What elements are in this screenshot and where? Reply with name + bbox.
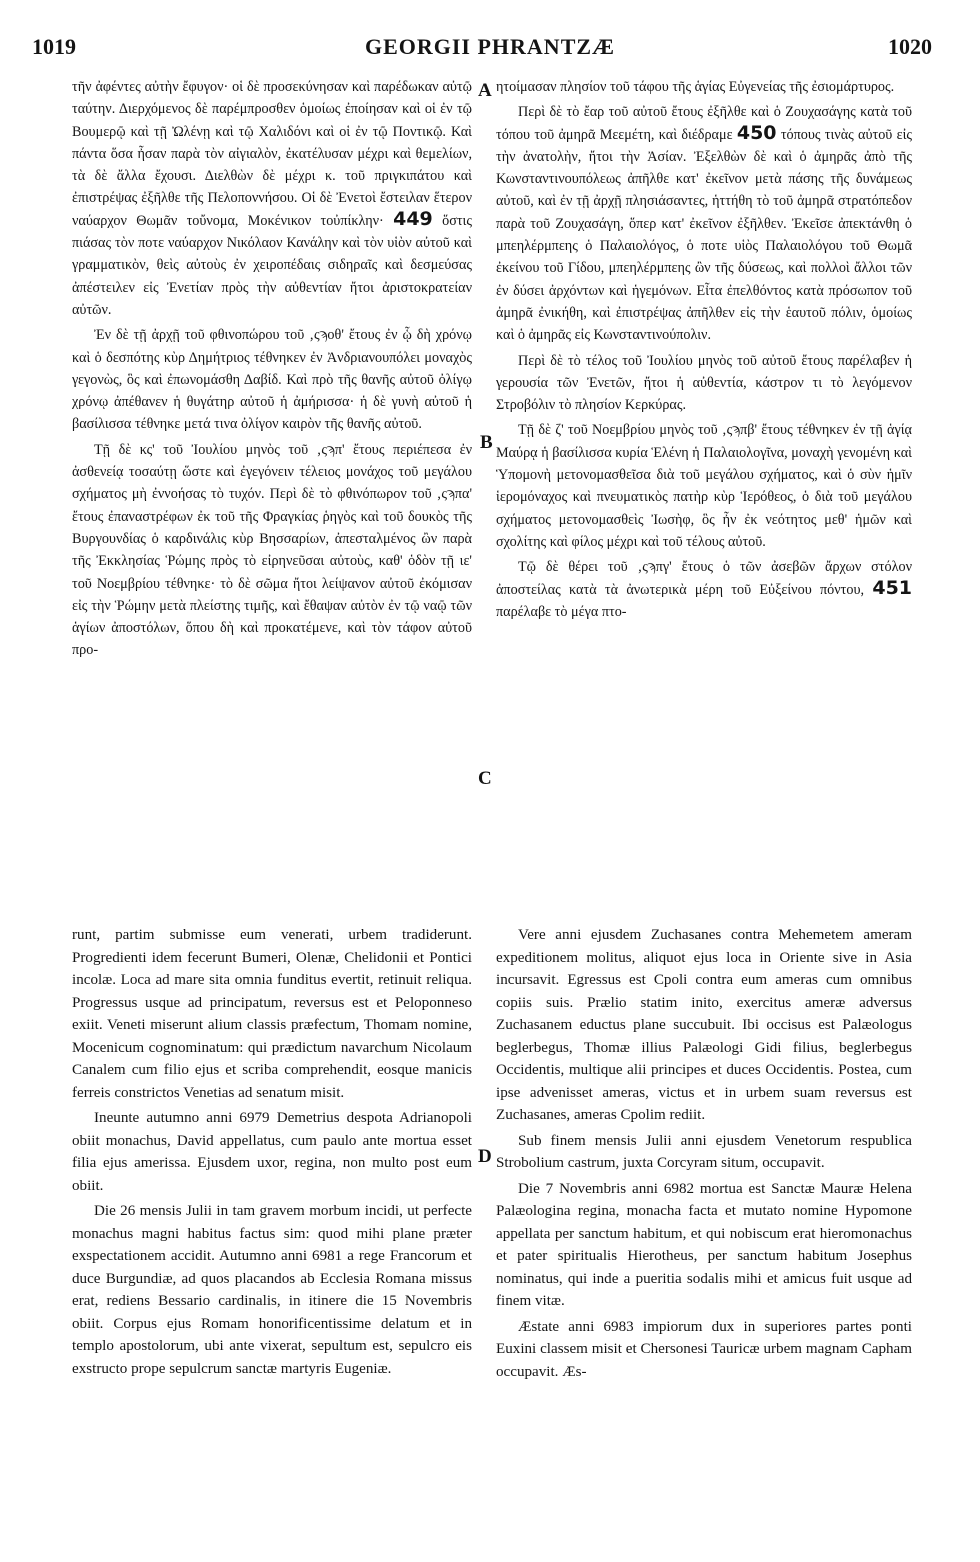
greek-paragraph [72, 76, 472, 321]
latin-paragraph: runt, partim submisse eum venerati, urbem tradiderunt. Progredienti idem fecerunt Bumeri, Olenæ, Chelidonii et Pontici incolæ. Loca ad mare sita omnia funditus evertit, retinuit reliqua. Progressus usque ad principatum, reversus est et Peloponneso exiit. Veneti miserunt alium classis præfectum, Thomam nomine, Mocenicum cognominatum: qui prædictum navarchum Nicolaum Canalem cum filio ejus et scriba comprehendit, eosque manicis ferreis constrictos Venetias ad senatum misit. [72, 927, 472, 1101]
greek-text: Περὶ δὲ τὸ ἔαρ τοῦ αὐτοῦ ἔτους ἐξῆλθε καὶ ὁ Ζουχασάγης κατὰ τοῦ τόπου τοῦ ἀμηρᾶ Μεεμέτη, καὶ διέδραμε [496, 104, 912, 143]
section-number: 451 [872, 576, 913, 599]
greek-text: παρέλαβε τὸ μέγα πτο- [496, 603, 627, 620]
greek-paragraph: Τῇ δὲ κς' τοῦ Ἰουλίου μηνὸς τοῦ ‚ςϡπ' ἔτους περιέπεσα ἐν ἀσθενείᾳ τοσαύτῃ ὥστε καὶ ἐγεγόνειν τέλειος μονάχος τοῦ μεγάλου σχήματος μὴ ἐννοήσας τὸ τυχόν. Περὶ δὲ τὸ φθινόπωρον τοῦ ‚ςϡπα' ἔτους ἐπαναστρέφων ἐκ τοῦ τῆς Φραγκίας ῥηγὸς καὶ τοῦ δουκὸς τῆς Βυργουνδίας ὁ καρδινάλις κὺρ Βησσαρίων, ἀπεσταλμένος ὢν παρὰ τῆς Ἐκκλησίας Ῥώμης πρὸς τὸ εἰρηνεῦσαι αὐτοὺς, καθ' ὁδὸν τῇ ιε' τοῦ Νοεμβρίου τέθνηκε· τὸ δὲ σῶμα ἤτοι λείψανον αὐτοῦ ἐκόμισαν εἰς τὴν Ῥώμην μετὰ πλείστης τιμῆς, καὶ ἔθαψαν αὐτὸν ἐν τῷ ναῷ τῶν ἁγίων ἀποστόλων, ὅπου δὴ καὶ προκατέμενε, καὶ τὸν τάφον αὐτοῦ προ- [72, 441, 472, 659]
latin-paragraph: Die 7 Novembris anni 6982 mortua est Sanctæ Mauræ Helena Palæologina regina, monacha facta et mutato nomine Hypomone appellata per sanctum habitum, et qui nobiscum erat hieromonachus et pater spiritualis Hierotheus, per sanctum habitum Josephus nominatus, qui inde a pueritia sodalis mihi et amicus fuit usque ad finem vitæ. [496, 1180, 912, 1309]
margin-letter-d: D [478, 1146, 492, 1167]
greek-paragraph [496, 556, 912, 623]
greek-paragraph: ητοίμασαν πλησίον τοῦ τάφου τῆς ἁγίας Εὐγενείας τῆς ἐσιομάρτυρος. [496, 79, 895, 95]
greek-column-left [72, 76, 472, 662]
section-number: 449 [393, 207, 433, 230]
latin-paragraph: Die 26 mensis Julii in tam gravem morbum incidi, ut perfecte monachus magni habitus factus sim: quod mihi plane præter exspectationem accidit. Autumno anni 6981 a rege Francorum et duce Burgundiæ, ad quos placandos ab Ecclesia Romana missus erat, rediens Bessario cardinalis, in itinere die 15 Novembris obiit. Corpus ejus Romam honorificentissime delatum et in templo apostolorum, ubi ante vixerat, sepultum est, sepulcro eis exstructo prope sepulcrum sanctæ martyris Eugeniæ. [72, 1203, 472, 1377]
latin-column-left [72, 924, 472, 1380]
greek-paragraph: Περὶ δὲ τὸ τέλος τοῦ Ἰουλίου μηνὸς τοῦ αὐτοῦ ἔτους παρέλαβεν ἡ γερουσία τῶν Ἐνετῶν, ἤτοι ἡ αὐθεντία, κάστρον τι τὸ λεγόμενον Στροβόλιν τὸ πλησίον Κερκύρας. [496, 352, 912, 414]
margin-letter-c: C [478, 768, 492, 789]
greek-text: Τῷ δὲ θέρει τοῦ ‚ςϡπγ' ἔτους ὁ τῶν ἀσεβῶν ἄρχων στόλον ἀποστείλας κατὰ τὰ ἀνωτερικὰ μέρη τοῦ Εὐξείνου πόντου, [496, 559, 912, 598]
latin-paragraph: Sub finem mensis Julii anni ejusdem Venetorum respublica Strobolium castrum, juxta Corcyram situm, occupavit. [496, 1132, 912, 1171]
latin-paragraph: Æstate anni 6983 impiorum dux in superiores partes ponti Euxini classem misit et Chersonesi Tauricæ urbem magnam Capham occupavit. Æs- [496, 1318, 912, 1380]
margin-letter-a: A [478, 80, 492, 101]
page-number-left: 1019 [32, 34, 76, 59]
latin-paragraph: Vere anni ejusdem Zuchasanes contra Mehemetem ameram expeditionem molitus, aliquot ejus loca in Oriente sive in Asia incursavit. Egressus est Cpoli contra eum ameras cum omnibus copiis suis. Prælio statim inito, exercitus ameræ adversus Zuchasanem eductus plane succubuit. Ibi occisus est Palæologus beglerbegus, Thomæ illius Palæologi Gidi filius, beglerbegus Occidentis, multique alii principes et duces Occidentis. Postea, cum ipse advenisset ameras, victus et in urbem suam reversus est Zuchasanes, ameras Cpolim rediit. [496, 927, 912, 1123]
greek-text: τόπους τινὰς αὐτοῦ εἰς τὴν ἀνατολὴν, ἤτοι τὴν Ἀσίαν. Ἐξελθὼν δὲ καὶ ὁ ἀμηρᾶς ἀπὸ τῆς Κωνσταντινουπόλεως ἀπῆλθε κατ' ἐκεῖνον μετὰ πάσης τῆς δυνάμεως αὐτοῦ, καὶ ἐν τῇ ἀρχῇ πλησιάσαντες, ἡττήθη τὸ τοῦ ἀμηρᾶ στρατόπεδον παρὰ τοῦ Ζουχασάγη, ὅπερ κατ' ἐκεῖνον ἐξῆλθεν. Ἐκεῖσε ἀπεκτάνθη ὁ μπεηλέρμπεης ὁ Παλαιολόγος, ὁ ποτε υἱὸς Παλαιολόγου τοῦ Θωμᾶ ἐκείνου τοῦ Γίδου, μπεηλέρμπεης ὢν τῆς δύσεως, καὶ πολλοὶ ἄλλοι τῶν ἐν δύσει ἀρχόντων καὶ ἡγεμόνων. Εἶτα ἐπελθόντος κατὰ πρόσωπον τοῦ ἀμηρᾶ ἐνικήθη, καὶ ἐπιστρέψας ἀπῆλθεν εἰς τὴν ἑαυτοῦ πόλιν, ὁμοίως καὶ ὁ ἀμηρᾶς εἰς Κωνσταντινούπολιν. [496, 126, 913, 344]
section-number: 450 [736, 121, 777, 144]
latin-column-right [496, 924, 912, 1383]
page-number-right: 1020 [888, 34, 932, 59]
greek-text: τῆν ἀφέντες αὐτὴν ἔφυγον· οἱ δὲ προσεκύνησαν καὶ παρέδωκαν αὐτῷ ταύτην. Διερχόμενος δὲ παρέμπροσθεν ὁμοίως ἐποίησαν καὶ οἱ ἐν τῷ Βουμερῷ καὶ τῇ Ὠλένῃ καὶ τῷ Χαλιδόνι καὶ οἱ ἐν τῷ Ποντικῷ. Καὶ πάντα ὅσα ἦσαν παρὰ τὸν αἰγιαλὸν, ἐκατέλυσαν μέχρι καὶ θεμελίων, τὰ δὲ ἄλλα ἔχουσι. Διελθὼν δὲ μέχρι κ. τοῦ πριγκιπάτου καὶ ἐπιστρέψας ἐξῆλθε τῆς Πελοποννήσου. Οἱ δὲ Ἐνετοὶ ἔστειλαν ἕτερον ναύαρχον Θωμᾶν τοὔνομα, Μοκένικον τοὐπίκλην· [72, 79, 472, 229]
greek-paragraph [496, 101, 912, 346]
greek-column-right [496, 76, 912, 623]
latin-paragraph: Ineunte autumno anni 6979 Demetrius despota Adrianopoli obiit monachus, David appellatus, cum paulo ante mortua esset filia ejus amerissa. Ejusdem uxor, regina, non multo post eum obiit. [72, 1110, 472, 1194]
running-title: GEORGII PHRANTZÆ [364, 34, 616, 59]
greek-paragraph: Ἐν δὲ τῇ ἀρχῇ τοῦ φθινοπώρου τοῦ ‚ςϡοθ' ἔτους ἐν ᾧ δὴ χρόνῳ καὶ ὁ δεσπότης κὺρ Δημήτριος τέθνηκεν ἐν Ἀνδριανουπόλει μοναχὸς γεγονὼς, ὃς καὶ ἐπωνομάσθη Δαβίδ. Καὶ πρὸ τῆς θανῆς αὐτοῦ ὀλίγῳ χρόνῳ ἀπέθανεν ἡ θυγάτηρ αὐτοῦ ἡ ἀμήρισσα· ἡ δὲ γυνὴ αὐτοῦ ἡ βασίλισσα τέθνηκε μετά τινα ὀλίγον καιρὸν τῆς θανῆς αὐτοῦ. [72, 327, 472, 433]
margin-letter-b: B [480, 432, 493, 453]
greek-paragraph: Τῇ δὲ ζ' τοῦ Νοεμβρίου μηνὸς τοῦ ‚ςϡπβ' ἔτους τέθνηκεν ἐν τῇ ἁγίᾳ Μαύρᾳ ἡ βασίλισσα κυρία Ἑλένη ἡ Παλαιολογῖνα, μοναχὴ γενομένη καὶ Ὑπομονὴ μετονομασθεῖσα διὰ τοῦ μεγάλου σχήματος, καὶ ὁ σὺν ἡμῖν ἱερομόναχος καὶ πνευματικὸς πατὴρ κὺρ Ἱερόθεος, ὁ διὰ τοῦ μεγάλου σχήματος μετονομασθεὶς Ἰωσὴφ, ὃς ἦν ἐκ νεότητος μεθ' ἡμῶν καὶ σχολίτης καὶ φίλος μέχρι καὶ τοῦ τέλους αὐτοῦ. [496, 422, 912, 550]
greek-text: ὅστις πιάσας τὸν ποτε ναύαρχον Νικόλαον Κανάλην καὶ τὸν υἱὸν αὐτοῦ καὶ γραμματικὸν, θεὶς αὐτοὺς ἐν χειροπέδαις σιδηραῖς καὶ δεσμεύσας ἀπέστειλεν εἰς Ἐνετίαν πρὸς τὴν αὐθεντίαν ἤτοι ἀριστοκρατείαν αὐτῶν. [72, 212, 472, 318]
